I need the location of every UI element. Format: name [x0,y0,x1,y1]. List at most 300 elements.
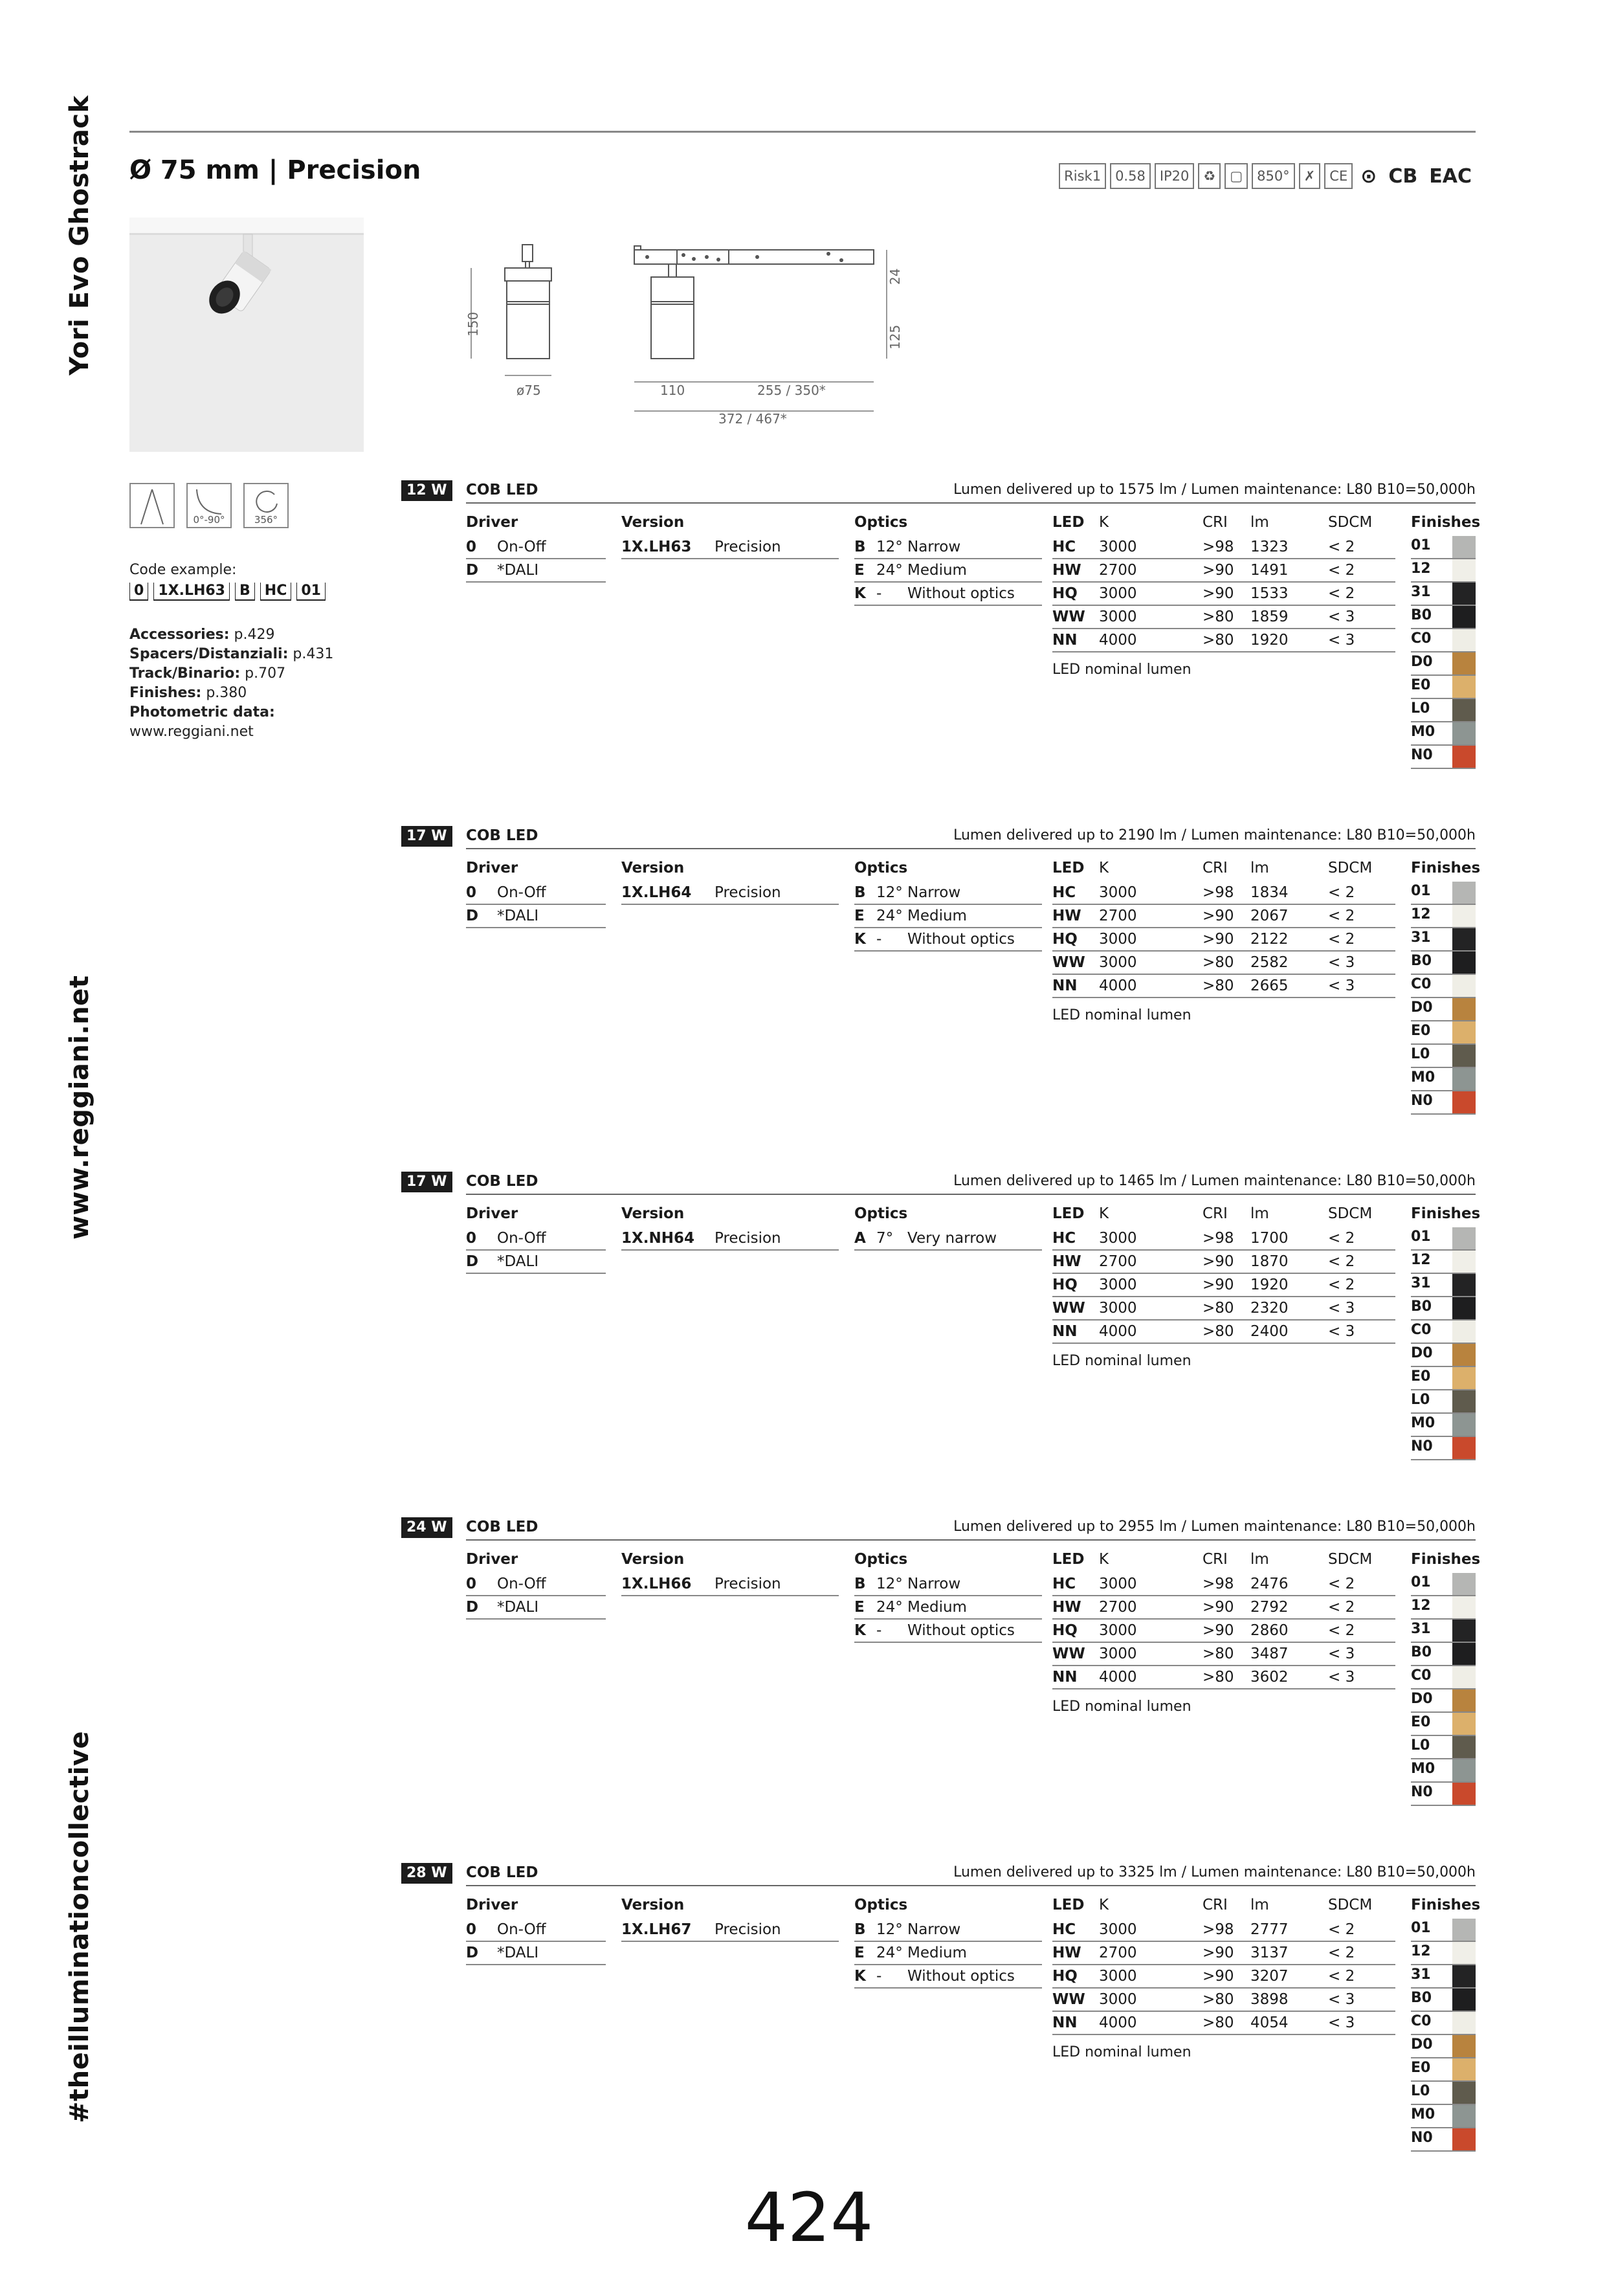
version-header: Version [621,1551,685,1568]
finish-row[interactable] [1411,1736,1476,1759]
finish-code: M0 [1411,1069,1435,1086]
finish-row[interactable] [1411,905,1476,928]
led-type: COB LED [466,1519,538,1535]
finish-swatch [1452,1068,1476,1090]
sdcm-header: SDCM [1328,1897,1373,1913]
led-lm: 1859 [1250,608,1289,625]
finish-code: 31 [1411,1967,1431,1983]
driver-code: 0 [466,1230,477,1247]
led-nominal-note: LED nominal lumen [1052,662,1191,678]
finish-swatch [1452,2128,1476,2150]
product-block [401,480,1481,778]
version-header: Version [621,860,685,876]
cert-icon: IP20 [1155,163,1195,189]
led-sdcm: < 2 [1328,1622,1355,1639]
wattage-badge: 12 W [401,480,452,501]
optics-row[interactable] [854,1573,1042,1596]
lm-header: lm [1250,514,1269,531]
led-code: HQ [1052,585,1078,602]
led-k: 4000 [1099,1669,1137,1686]
finish-row[interactable] [1411,652,1476,676]
finish-code: B0 [1411,1644,1432,1660]
driver-code: D [466,1599,479,1616]
led-code: NN [1052,977,1078,994]
led-sdcm: < 2 [1328,1968,1355,1985]
led-cri: >98 [1202,1921,1234,1938]
version-code: 1X.LH63 [621,539,692,555]
optics-degree: 24° [876,1599,903,1616]
optics-name: Medium [907,1945,967,1961]
optics-degree: 12° [876,884,903,901]
optics-degree: 24° [876,562,903,579]
finish-code: B0 [1411,953,1432,969]
led-row[interactable] [1052,2012,1395,2035]
finish-swatch [1452,1390,1476,1412]
finish-swatch [1452,2082,1476,2104]
lm-header: lm [1250,1205,1269,1222]
finish-row[interactable] [1411,1367,1476,1390]
optics-name: Without optics [907,1968,1015,1985]
finish-code: E0 [1411,677,1431,693]
led-lm: 2860 [1250,1622,1289,1639]
finish-swatch [1452,699,1476,721]
version-row[interactable] [621,1227,839,1251]
led-row[interactable] [1052,1251,1395,1274]
finish-row[interactable] [1411,629,1476,652]
finish-code: 12 [1411,1252,1431,1268]
led-cri: >90 [1202,1276,1234,1293]
version-name: Precision [715,1230,781,1247]
finish-swatch [1452,1091,1476,1113]
optics-row[interactable] [854,559,1042,583]
led-sdcm: < 3 [1328,1300,1355,1317]
finish-row[interactable] [1411,2128,1476,2152]
finish-row[interactable] [1411,2082,1476,2105]
optics-header: Optics [854,860,908,876]
led-nominal-note: LED nominal lumen [1052,2044,1191,2060]
dim-top-height: 24 [887,268,903,285]
led-row[interactable] [1052,1297,1395,1321]
optics-row[interactable] [854,536,1042,559]
finish-row[interactable] [1411,1274,1476,1297]
cri-header: CRI [1202,514,1228,531]
led-row[interactable] [1052,559,1395,583]
finish-row[interactable] [1411,583,1476,606]
finish-row[interactable] [1411,1414,1476,1437]
led-row[interactable] [1052,536,1395,559]
led-cri: >90 [1202,1599,1234,1616]
led-lm: 1834 [1250,884,1289,901]
version-row[interactable] [621,882,839,905]
finish-row[interactable] [1411,1021,1476,1045]
reference-url[interactable]: www.reggiani.net [129,724,254,740]
led-sdcm: < 2 [1328,1945,1355,1961]
led-sdcm: < 2 [1328,1230,1355,1247]
led-sdcm: < 2 [1328,931,1355,948]
led-sdcm: < 2 [1328,884,1355,901]
driver-header: Driver [466,514,518,531]
optics-code: K [854,1622,866,1639]
finish-code: L0 [1411,1392,1430,1408]
led-k: 3000 [1099,1645,1137,1662]
finish-code: D0 [1411,654,1433,670]
finish-row[interactable] [1411,1045,1476,1068]
finish-row[interactable] [1411,1620,1476,1643]
led-cri: >90 [1202,1945,1234,1961]
led-row[interactable] [1052,1643,1395,1666]
led-row[interactable] [1052,1965,1395,1989]
finish-row[interactable] [1411,1344,1476,1367]
finish-swatch [1452,1620,1476,1642]
driver-row[interactable] [466,1573,606,1596]
lumen-info: Lumen delivered up to 1575 lm / Lumen maintenance: L80 B10=50,000h [953,482,1476,498]
driver-code: D [466,908,479,924]
finish-code: 12 [1411,561,1431,577]
led-row[interactable] [1052,975,1395,998]
led-code: HC [1052,1576,1076,1592]
optics-row[interactable] [854,1227,1042,1251]
sdcm-header: SDCM [1328,1205,1373,1222]
led-lm: 1920 [1250,632,1289,649]
optics-header: Optics [854,1551,908,1568]
led-type: COB LED [466,482,538,498]
version-header: Version [621,1205,685,1222]
led-row[interactable] [1052,583,1395,606]
driver-code: D [466,562,479,579]
driver-name: On-Off [497,1576,546,1592]
block-divider [466,502,1476,504]
led-k: 3000 [1099,1576,1137,1592]
led-row[interactable] [1052,882,1395,905]
finish-code: N0 [1411,1784,1433,1800]
finish-row[interactable] [1411,1919,1476,1942]
finish-row[interactable] [1411,1297,1476,1321]
finish-row[interactable] [1411,559,1476,583]
finish-row[interactable] [1411,952,1476,975]
optics-name: Without optics [907,585,1015,602]
version-code: 1X.LH64 [621,884,692,901]
finish-swatch [1452,905,1476,927]
optics-degree: - [876,1622,882,1639]
finish-row[interactable] [1411,1989,1476,2012]
finish-swatch [1452,1297,1476,1319]
optics-row[interactable] [854,1942,1042,1965]
led-k: 3000 [1099,1276,1137,1293]
optics-degree: 12° [876,1921,903,1938]
optics-row[interactable] [854,1919,1042,1942]
led-lm: 3137 [1250,1945,1289,1961]
led-header: LED [1052,1205,1085,1222]
led-row[interactable] [1052,1942,1395,1965]
cert-icon: EAC [1429,164,1472,188]
finish-row[interactable] [1411,1321,1476,1344]
led-k: 3000 [1099,1300,1137,1317]
finish-swatch [1452,536,1476,558]
finish-code: 12 [1411,1598,1431,1614]
finish-swatch [1452,676,1476,698]
finish-code: 01 [1411,1574,1431,1590]
optics-name: Narrow [907,1921,961,1938]
side-hashtag: #theilluminationcollective [65,1731,94,2123]
led-k: 3000 [1099,539,1137,555]
led-header: LED [1052,1897,1085,1913]
led-lm: 2476 [1250,1576,1289,1592]
led-sdcm: < 2 [1328,1599,1355,1616]
finish-row[interactable] [1411,1573,1476,1596]
lm-header: lm [1250,1551,1269,1568]
finish-swatch [1452,2012,1476,2034]
optics-row[interactable] [854,1596,1042,1620]
finish-swatch [1452,1989,1476,2011]
led-lm: 2400 [1250,1323,1289,1340]
finish-swatch [1452,1414,1476,1436]
led-code: HC [1052,539,1076,555]
finish-row[interactable] [1411,882,1476,905]
finish-swatch [1452,606,1476,628]
finish-row[interactable] [1411,2035,1476,2058]
led-cri: >90 [1202,908,1234,924]
led-cri: >80 [1202,2014,1234,2031]
finish-row[interactable] [1411,1596,1476,1620]
finish-swatch [1452,1942,1476,1964]
version-row[interactable] [621,1573,839,1596]
led-cri: >80 [1202,1323,1234,1340]
finish-swatch [1452,1321,1476,1343]
led-cri: >98 [1202,884,1234,901]
finish-row[interactable] [1411,1666,1476,1689]
driver-row[interactable] [466,1251,606,1274]
driver-row[interactable] [466,1942,606,1965]
led-row[interactable] [1052,1620,1395,1643]
led-cri: >90 [1202,1622,1234,1639]
led-row[interactable] [1052,1989,1395,2012]
finish-row[interactable] [1411,928,1476,952]
finish-code: C0 [1411,2013,1432,2029]
optics-row[interactable] [854,928,1042,952]
driver-row[interactable] [466,905,606,928]
optics-header: Optics [854,514,908,531]
finish-code: 31 [1411,1275,1431,1291]
led-k: 2700 [1099,908,1137,924]
led-type: COB LED [466,827,538,844]
led-lm: 2320 [1250,1300,1289,1317]
code-example: 0 1X.LH63 B HC 01 [129,583,331,601]
finish-code: N0 [1411,2130,1433,2146]
finish-swatch [1452,1021,1476,1043]
k-header: K [1099,1551,1109,1568]
optics-row[interactable] [854,583,1042,606]
finish-swatch [1452,1251,1476,1273]
finish-row[interactable] [1411,1689,1476,1713]
finish-code: 12 [1411,906,1431,922]
optics-code: B [854,1576,866,1592]
cert-icon: CB [1388,164,1418,188]
led-code: HC [1052,1921,1076,1938]
version-row[interactable] [621,536,839,559]
optics-degree: 12° [876,1576,903,1592]
sdcm-header: SDCM [1328,860,1373,876]
led-row[interactable] [1052,629,1395,652]
finish-code: D0 [1411,999,1433,1016]
tilt-icon: 0°-90° [186,483,232,528]
led-row[interactable] [1052,952,1395,975]
led-row[interactable] [1052,1274,1395,1297]
led-sdcm: < 2 [1328,1921,1355,1938]
led-sdcm: < 2 [1328,908,1355,924]
dim-total-length: 372 / 467* [718,411,787,427]
led-cri: >80 [1202,1669,1234,1686]
driver-row[interactable] [466,1227,606,1251]
optics-row[interactable] [854,905,1042,928]
finish-row[interactable] [1411,1437,1476,1460]
version-name: Precision [715,539,781,555]
led-lm: 3487 [1250,1645,1289,1662]
version-name: Precision [715,1921,781,1938]
driver-row[interactable] [466,536,606,559]
led-row[interactable] [1052,606,1395,629]
optics-row[interactable] [854,882,1042,905]
dim-track-length: 255 / 350* [757,383,826,398]
finish-row[interactable] [1411,722,1476,746]
finish-swatch [1452,952,1476,974]
finish-code: E0 [1411,1714,1431,1730]
finish-row[interactable] [1411,1713,1476,1736]
finish-row[interactable] [1411,1643,1476,1666]
finish-swatch [1452,1344,1476,1366]
optics-degree: 7° [876,1230,894,1247]
led-cri: >80 [1202,1991,1234,2008]
finish-row[interactable] [1411,998,1476,1021]
cri-header: CRI [1202,1897,1228,1913]
optics-name: Without optics [907,931,1015,948]
finish-row[interactable] [1411,699,1476,722]
led-code: NN [1052,1323,1078,1340]
finish-row[interactable] [1411,1227,1476,1251]
finishes-header: Finishes [1411,1205,1481,1222]
led-row[interactable] [1052,1573,1395,1596]
block-divider [466,848,1476,849]
led-sdcm: < 2 [1328,585,1355,602]
led-code: HW [1052,1945,1081,1961]
finish-row[interactable] [1411,1783,1476,1806]
led-sdcm: < 2 [1328,539,1355,555]
led-row[interactable] [1052,1919,1395,1942]
led-lm: 1700 [1250,1230,1289,1247]
led-lm: 1491 [1250,562,1289,579]
led-code: HQ [1052,1622,1078,1639]
finish-row[interactable] [1411,975,1476,998]
optics-code: E [854,908,865,924]
led-row[interactable] [1052,928,1395,952]
finish-row[interactable] [1411,1251,1476,1274]
block-divider [466,1194,1476,1195]
led-code: NN [1052,632,1078,649]
finish-code: B0 [1411,607,1432,623]
finish-row[interactable] [1411,2105,1476,2128]
sdcm-header: SDCM [1328,514,1373,531]
page-number: 424 [744,2178,874,2257]
driver-row[interactable] [466,882,606,905]
led-code: HQ [1052,1276,1078,1293]
finish-row[interactable] [1411,536,1476,559]
optics-code: E [854,562,865,579]
cri-header: CRI [1202,1551,1228,1568]
finish-swatch [1452,1227,1476,1249]
finish-code: M0 [1411,2106,1435,2123]
finish-code: C0 [1411,976,1432,992]
wattage-badge: 28 W [401,1863,452,1884]
led-lm: 3207 [1250,1968,1289,1985]
finish-row[interactable] [1411,1091,1476,1115]
finish-swatch [1452,1783,1476,1805]
driver-code: D [466,1945,479,1961]
finishes-header: Finishes [1411,860,1481,876]
finish-row[interactable] [1411,676,1476,699]
led-row[interactable] [1052,1321,1395,1344]
product-block [401,1172,1481,1469]
driver-name: *DALI [497,562,539,579]
version-name: Precision [715,884,781,901]
finish-row[interactable] [1411,2012,1476,2035]
led-cri: >80 [1202,954,1234,971]
optics-row[interactable] [854,1965,1042,1989]
finish-swatch [1452,559,1476,581]
led-row[interactable] [1052,1596,1395,1620]
driver-row[interactable] [466,559,606,583]
led-k: 3000 [1099,1921,1137,1938]
led-row[interactable] [1052,905,1395,928]
finishes-header: Finishes [1411,1551,1481,1568]
finish-row[interactable] [1411,1390,1476,1414]
top-divider [129,131,1476,133]
led-code: NN [1052,1669,1078,1686]
driver-code: 0 [466,884,477,901]
led-sdcm: < 2 [1328,1276,1355,1293]
wattage-badge: 17 W [401,1172,452,1192]
driver-name: *DALI [497,1599,539,1616]
finish-row[interactable] [1411,1942,1476,1965]
led-header: LED [1052,514,1085,531]
led-row[interactable] [1052,1227,1395,1251]
optics-row[interactable] [854,1620,1042,1643]
finish-swatch [1452,2035,1476,2057]
finish-code: D0 [1411,1691,1433,1707]
product-photo [129,217,364,452]
optics-code: B [854,539,866,555]
finish-row[interactable] [1411,1965,1476,1989]
driver-row[interactable] [466,1596,606,1620]
lumen-info: Lumen delivered up to 3325 lm / Lumen maintenance: L80 B10=50,000h [953,1864,1476,1880]
led-sdcm: < 2 [1328,1576,1355,1592]
driver-row[interactable] [466,1919,606,1942]
reference-item: Track/Binario: p.707 [129,665,286,682]
version-row[interactable] [621,1919,839,1942]
driver-code: 0 [466,1921,477,1938]
finish-row[interactable] [1411,1759,1476,1783]
led-cri: >80 [1202,1645,1234,1662]
finish-swatch [1452,583,1476,605]
finish-row[interactable] [1411,746,1476,769]
block-divider [466,1539,1476,1541]
cert-icon: ✗ [1299,163,1321,189]
led-row[interactable] [1052,1666,1395,1689]
finish-row[interactable] [1411,606,1476,629]
optics-code: A [854,1230,866,1247]
finish-code: B0 [1411,1990,1432,2006]
finish-row[interactable] [1411,2058,1476,2082]
finish-row[interactable] [1411,1068,1476,1091]
dim-diameter: ø75 [516,383,541,398]
